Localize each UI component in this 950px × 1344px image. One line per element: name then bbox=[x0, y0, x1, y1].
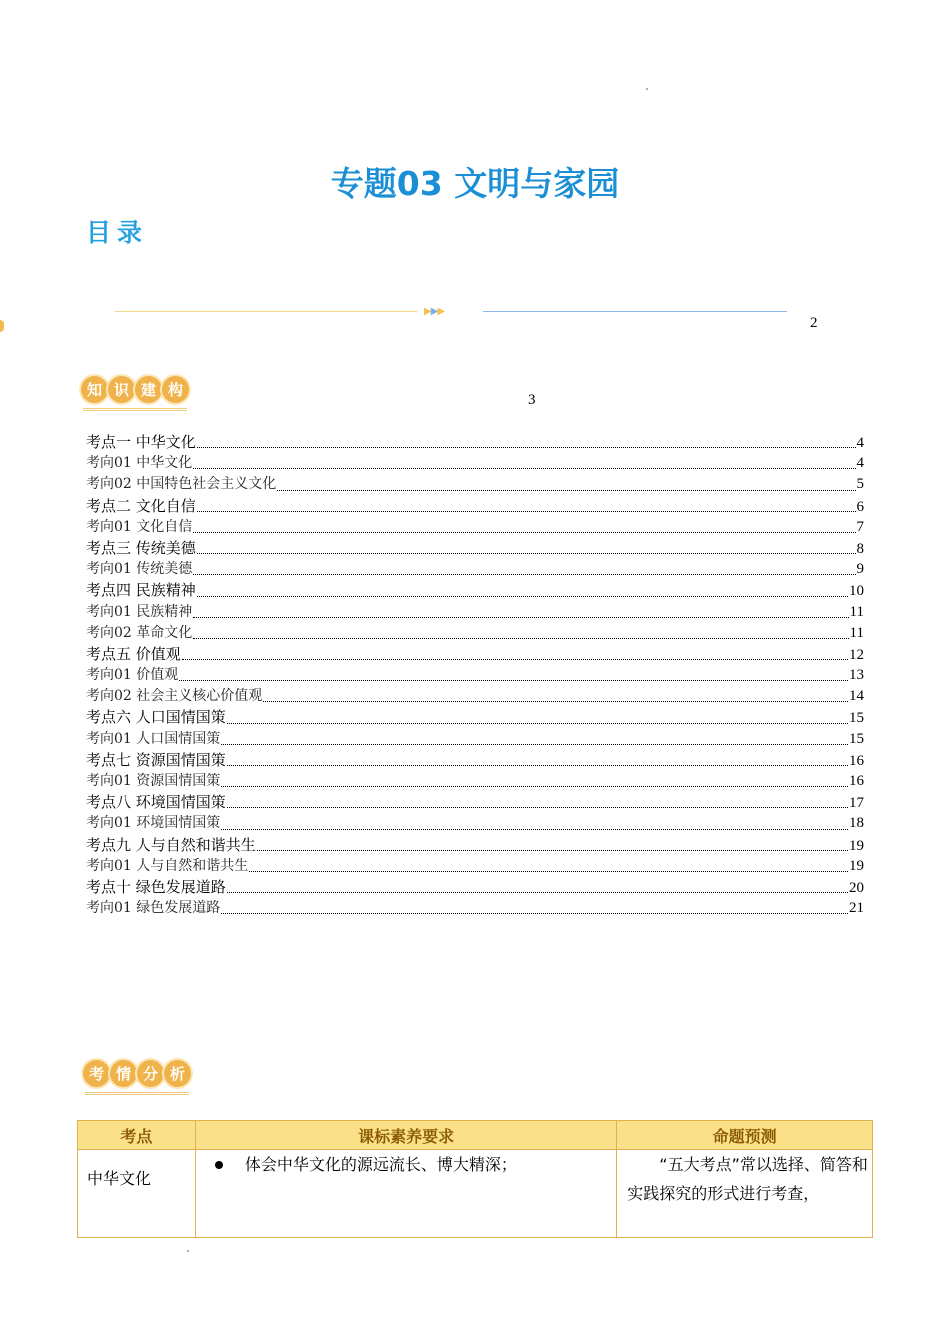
separator-line-left bbox=[115, 311, 417, 312]
toc-leader-dots bbox=[263, 688, 848, 702]
toc-leader-dots bbox=[277, 477, 855, 491]
toc-leader-dots bbox=[227, 710, 848, 724]
toc-entry-kaoxiang[interactable] bbox=[86, 813, 864, 834]
badge-char: 识 bbox=[108, 376, 135, 403]
page-number-3: 3 bbox=[528, 392, 536, 408]
toc-entry-kaodian[interactable] bbox=[86, 877, 864, 898]
toc-entry-kaoxiang[interactable] bbox=[86, 856, 864, 877]
toc-entry-title: 考点八 环境国情国策 bbox=[86, 793, 226, 812]
toc-leader-dots bbox=[197, 498, 856, 512]
toc-leader-dots bbox=[221, 731, 848, 745]
cell-prediction: “五大考点”常以选择、简答和实践探究的形式进行考查， bbox=[617, 1150, 873, 1238]
table-of-contents bbox=[86, 432, 864, 919]
toc-entry-kaoxiang[interactable] bbox=[86, 453, 864, 474]
separator-line-right bbox=[483, 311, 787, 312]
toc-page-number: 13 bbox=[849, 667, 864, 684]
toc-page-number: 17 bbox=[849, 795, 864, 812]
toc-entry-title: 考点一 中华文化 bbox=[86, 433, 196, 451]
toc-entry-kaodian[interactable] bbox=[86, 538, 864, 559]
toc-entry-kaoxiang[interactable] bbox=[86, 623, 864, 644]
toc-entry-title: 考向01 传统美德 bbox=[86, 561, 193, 578]
toc-leader-dots bbox=[193, 519, 855, 533]
toc-entry-title: 考点三 传统美德 bbox=[86, 538, 196, 557]
badge-char: 构 bbox=[162, 376, 189, 403]
toc-leader-dots bbox=[193, 455, 855, 469]
toc-entry-title: 考点十 绿色发展道路 bbox=[86, 877, 226, 896]
toc-leader-dots bbox=[221, 900, 848, 914]
toc-page-number: 4 bbox=[856, 455, 864, 472]
requirement-text: 体会中华文化的源远流长、博大精深； bbox=[244, 1155, 517, 1174]
section-separator bbox=[115, 306, 787, 318]
toc-leader-dots bbox=[193, 604, 848, 618]
toc-entry-title: 考点五 价值观 bbox=[86, 644, 181, 663]
toc-leader-dots bbox=[193, 561, 855, 575]
toc-entry-title: 考点九 人与自然和谐共生 bbox=[86, 835, 256, 854]
toc-entry-title: 考向01 文化自信 bbox=[86, 518, 193, 535]
badge-char: 分 bbox=[137, 1060, 164, 1087]
bullet-icon bbox=[215, 1161, 223, 1169]
arrow-icon: ▶ bbox=[424, 306, 431, 317]
toc-entry-title: 考向02 革命文化 bbox=[86, 624, 193, 641]
arrow-icon: ▶ bbox=[437, 306, 445, 317]
toc-leader-dots bbox=[197, 540, 856, 554]
arrow-icon: ▶ bbox=[430, 306, 438, 317]
toc-entry-kaoxiang[interactable] bbox=[86, 665, 864, 686]
header-kaodian: 考点 bbox=[78, 1121, 196, 1150]
toc-entry-title: 考向01 价值观 bbox=[86, 667, 179, 684]
toc-page-number: 9 bbox=[856, 561, 864, 578]
arrow-icons bbox=[424, 306, 444, 318]
toc-entry-kaoxiang[interactable] bbox=[86, 559, 864, 580]
toc-page-number: 11 bbox=[849, 603, 864, 620]
toc-leader-dots bbox=[197, 434, 856, 448]
toc-page-number: 15 bbox=[849, 730, 864, 747]
toc-entry-kaodian[interactable] bbox=[86, 496, 864, 517]
toc-page-number: 14 bbox=[849, 688, 864, 705]
toc-entry-kaoxiang[interactable] bbox=[86, 517, 864, 538]
toc-entry-title: 考向01 绿色发展道路 bbox=[86, 900, 221, 917]
toc-leader-dots bbox=[221, 773, 848, 787]
toc-leader-dots bbox=[227, 752, 848, 766]
stray-dot-bottom bbox=[187, 1250, 189, 1252]
toc-page-number: 19 bbox=[849, 857, 864, 874]
badge-char: 情 bbox=[110, 1060, 137, 1087]
badge-char: 建 bbox=[135, 376, 162, 403]
toc-entry-title: 考向01 资源国情国策 bbox=[86, 773, 221, 789]
toc-page-number: 19 bbox=[849, 837, 864, 854]
toc-entry-title: 考点四 民族精神 bbox=[86, 581, 196, 600]
toc-page-number: 12 bbox=[849, 646, 864, 663]
toc-entry-title: 考点六 人口国情国策 bbox=[86, 708, 226, 727]
toc-leader-dots bbox=[221, 816, 848, 830]
left-edge-mark bbox=[0, 320, 4, 332]
toc-leader-dots bbox=[249, 858, 848, 872]
toc-page-number: 15 bbox=[849, 710, 864, 727]
toc-entry-kaoxiang[interactable] bbox=[86, 771, 864, 792]
toc-page-number: 20 bbox=[849, 879, 864, 896]
toc-entry-kaodian[interactable] bbox=[86, 835, 864, 856]
header-requirement: 课标素养要求 bbox=[195, 1121, 616, 1150]
toc-page-number: 10 bbox=[849, 583, 864, 600]
badge-underline bbox=[83, 408, 187, 411]
toc-entry-title: 考点二 文化自信 bbox=[86, 496, 196, 515]
toc-entry-title: 考向02 社会主义核心价值观 bbox=[86, 688, 263, 705]
toc-entry-kaodian[interactable] bbox=[86, 644, 864, 665]
toc-leader-dots bbox=[193, 625, 848, 639]
exam-analysis-badge bbox=[83, 1060, 191, 1087]
toc-entry-title: 考向01 民族精神 bbox=[86, 603, 193, 620]
toc-entry-kaoxiang[interactable] bbox=[86, 602, 864, 623]
table-row bbox=[78, 1150, 873, 1238]
toc-leader-dots bbox=[179, 667, 848, 681]
cell-requirement bbox=[195, 1150, 616, 1238]
toc-entry-kaodian[interactable] bbox=[86, 580, 864, 601]
toc-page-number: 16 bbox=[849, 752, 864, 769]
page-title: 专题03 文明与家园 bbox=[330, 164, 620, 203]
contents-heading: 目录 bbox=[86, 218, 149, 247]
toc-entry-kaoxiang[interactable] bbox=[86, 686, 864, 707]
toc-page-number: 11 bbox=[849, 624, 864, 641]
toc-entry-title: 考向01 环境国情国策 bbox=[86, 815, 221, 832]
knowledge-structure-badge bbox=[81, 376, 189, 403]
toc-entry-kaodian[interactable] bbox=[86, 750, 864, 771]
toc-entry-kaodian[interactable] bbox=[86, 432, 864, 453]
exam-analysis-table bbox=[77, 1120, 873, 1238]
toc-entry-title: 考向01 人与自然和谐共生 bbox=[86, 857, 249, 874]
toc-page-number: 16 bbox=[849, 773, 864, 789]
toc-leader-dots bbox=[182, 646, 848, 660]
toc-page-number: 8 bbox=[856, 540, 864, 557]
toc-leader-dots bbox=[227, 794, 848, 808]
toc-entry-kaodian[interactable] bbox=[86, 707, 864, 728]
header-prediction: 命题预测 bbox=[617, 1121, 873, 1150]
toc-page-number: 4 bbox=[856, 435, 864, 451]
table-header-row bbox=[78, 1121, 873, 1150]
toc-entry-title: 考向02 中国特色社会主义文化 bbox=[86, 476, 277, 493]
toc-page-number: 21 bbox=[849, 900, 864, 917]
toc-entry-kaoxiang[interactable] bbox=[86, 729, 864, 750]
badge-underline bbox=[85, 1092, 189, 1095]
toc-page-number: 7 bbox=[856, 518, 864, 535]
toc-page-number: 6 bbox=[856, 498, 864, 515]
badge-char: 考 bbox=[83, 1060, 110, 1087]
toc-entry-title: 考点七 资源国情国策 bbox=[86, 750, 226, 769]
toc-entry-title: 考向01 人口国情国策 bbox=[86, 730, 221, 747]
badge-char: 知 bbox=[81, 376, 108, 403]
toc-leader-dots bbox=[227, 879, 848, 893]
toc-entry-kaoxiang[interactable] bbox=[86, 474, 864, 495]
cell-kaodian: 中华文化 bbox=[78, 1150, 196, 1238]
toc-entry-kaoxiang[interactable] bbox=[86, 898, 864, 919]
toc-entry-kaodian[interactable] bbox=[86, 792, 864, 813]
page-number-2: 2 bbox=[810, 315, 818, 331]
toc-page-number: 5 bbox=[856, 476, 864, 493]
toc-page-number: 18 bbox=[849, 815, 864, 832]
stray-dot-top bbox=[646, 88, 648, 90]
toc-entry-title: 考向01 中华文化 bbox=[86, 455, 193, 472]
toc-leader-dots bbox=[257, 837, 848, 851]
toc-leader-dots bbox=[197, 583, 848, 597]
badge-char: 析 bbox=[164, 1060, 191, 1087]
